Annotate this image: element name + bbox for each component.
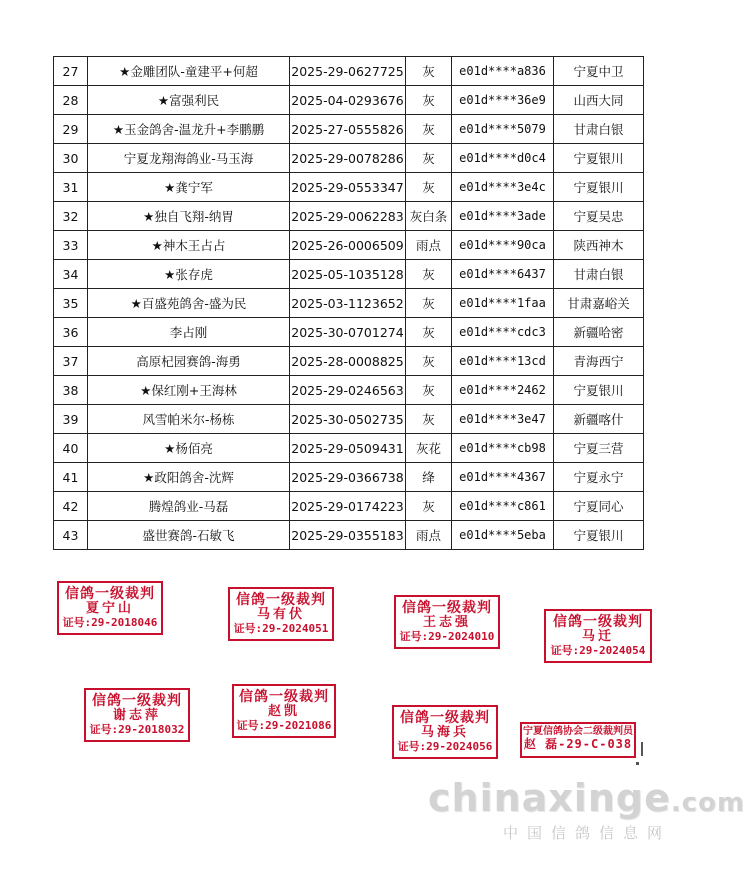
row-number-cell: 35 — [54, 289, 88, 318]
pen-mark — [641, 742, 643, 756]
feather-color-cell: 绛 — [406, 463, 452, 492]
referee-stamp-7 — [392, 705, 498, 759]
referee-stamp-2 — [228, 587, 334, 641]
stamp-name: 王志强 — [422, 615, 471, 631]
chip-id-cell: e01d****4367 — [452, 463, 554, 492]
chip-id-cell: e01d****13cd — [452, 347, 554, 376]
ring-number-cell: 2025-28-0008825 — [290, 347, 406, 376]
chip-id-cell: e01d****c861 — [452, 492, 554, 521]
feather-color-cell: 灰 — [406, 376, 452, 405]
table-row — [54, 492, 644, 521]
table-row — [54, 376, 644, 405]
loft-name-cell: ★富强利民 — [88, 86, 290, 115]
feather-color-cell: 灰 — [406, 57, 452, 86]
chip-id-cell: e01d****cb98 — [452, 434, 554, 463]
row-number-cell: 36 — [54, 318, 88, 347]
chip-id-cell: e01d****6437 — [452, 260, 554, 289]
loft-name-cell: ★张存虎 — [88, 260, 290, 289]
row-number-cell: 33 — [54, 231, 88, 260]
feather-color-cell: 灰 — [406, 492, 452, 521]
stamp-title: 信鸽一级裁判 — [92, 693, 182, 709]
stamp-cert: 证号:29-2024056 — [397, 740, 493, 754]
feather-color-cell: 灰 — [406, 318, 452, 347]
ring-number-cell: 2025-29-0366738 — [290, 463, 406, 492]
loft-name-cell: ★政阳鸽舍-沈辉 — [88, 463, 290, 492]
table-row — [54, 405, 644, 434]
ring-number-cell: 2025-29-0078286 — [290, 144, 406, 173]
loft-name-cell: ★神木王占占 — [88, 231, 290, 260]
ring-number-cell: 2025-05-1035128 — [290, 260, 406, 289]
table-row — [54, 463, 644, 492]
chip-id-cell: e01d****3ade — [452, 202, 554, 231]
site-watermark-subtitle: 中国信鸽信息网 — [503, 824, 672, 842]
referee-stamp-8 — [520, 722, 636, 758]
referee-stamp-1 — [57, 581, 163, 635]
chip-id-cell: e01d****d0c4 — [452, 144, 554, 173]
table-row — [54, 173, 644, 202]
feather-color-cell: 灰 — [406, 405, 452, 434]
chip-id-cell: e01d****3e4c — [452, 173, 554, 202]
stamp-name: 马有伏 — [256, 607, 305, 623]
loft-name-cell: 风雪帕米尔-杨栋 — [88, 405, 290, 434]
table-row — [54, 434, 644, 463]
region-cell: 甘肃白银 — [554, 260, 644, 289]
stamp-cert: 证号:29-2024054 — [550, 644, 646, 658]
table-row — [54, 318, 644, 347]
feather-color-cell: 灰 — [406, 173, 452, 202]
region-cell: 甘肃嘉峪关 — [554, 289, 644, 318]
stamp-title: 信鸽一级裁判 — [402, 600, 492, 616]
region-cell: 新疆哈密 — [554, 318, 644, 347]
region-cell: 甘肃白银 — [554, 115, 644, 144]
row-number-cell: 31 — [54, 173, 88, 202]
loft-name-cell: 宁夏龙翔海鸽业-马玉海 — [88, 144, 290, 173]
table-row — [54, 260, 644, 289]
chip-id-cell: e01d****3e47 — [452, 405, 554, 434]
stamp-title: 宁夏信鸽协会二级裁判员 — [523, 726, 633, 737]
region-cell: 宁夏银川 — [554, 144, 644, 173]
table-row — [54, 115, 644, 144]
table-row — [54, 144, 644, 173]
referee-stamp-3 — [394, 595, 500, 649]
stamp-cert: 赵 磊-29-C-038 — [523, 736, 633, 751]
region-cell: 山西大同 — [554, 86, 644, 115]
feather-color-cell: 灰 — [406, 347, 452, 376]
ring-number-cell: 2025-29-0509431 — [290, 434, 406, 463]
region-cell: 宁夏银川 — [554, 376, 644, 405]
stamp-title: 信鸽一级裁判 — [553, 614, 643, 630]
chip-id-cell: e01d****90ca — [452, 231, 554, 260]
loft-name-cell: 腾煌鸽业-马磊 — [88, 492, 290, 521]
region-cell: 宁夏永宁 — [554, 463, 644, 492]
row-number-cell: 34 — [54, 260, 88, 289]
row-number-cell: 40 — [54, 434, 88, 463]
chip-id-cell: e01d****1faa — [452, 289, 554, 318]
feather-color-cell: 灰白条 — [406, 202, 452, 231]
region-cell: 宁夏银川 — [554, 173, 644, 202]
results-table — [53, 56, 644, 550]
chip-id-cell: e01d****36e9 — [452, 86, 554, 115]
referee-stamp-4 — [544, 609, 652, 663]
ring-number-cell: 2025-29-0062283 — [290, 202, 406, 231]
watermark-text: chinaxinge — [428, 776, 671, 820]
region-cell: 青海西宁 — [554, 347, 644, 376]
row-number-cell: 32 — [54, 202, 88, 231]
ring-number-cell: 2025-26-0006509 — [290, 231, 406, 260]
stamp-cert: 证号:29-2018032 — [89, 723, 185, 737]
table-row — [54, 289, 644, 318]
row-number-cell: 42 — [54, 492, 88, 521]
stamp-name: 谢志萍 — [112, 708, 161, 724]
loft-name-cell: 盛世赛鸽-石敏飞 — [88, 521, 290, 550]
referee-stamp-6 — [232, 684, 336, 738]
stamp-title: 信鸽一级裁判 — [400, 710, 490, 726]
feather-color-cell: 灰 — [406, 115, 452, 144]
ring-number-cell: 2025-29-0627725 — [290, 57, 406, 86]
ring-number-cell: 2025-29-0174223 — [290, 492, 406, 521]
loft-name-cell: ★独自飞翔-纳胃 — [88, 202, 290, 231]
region-cell: 宁夏三营 — [554, 434, 644, 463]
watermark-tld: com — [681, 788, 745, 818]
stamp-name: 马迁 — [581, 629, 614, 645]
loft-name-cell: ★保红刚+王海林 — [88, 376, 290, 405]
loft-name-cell: ★玉金鸽舍-温龙升+李鹏鹏 — [88, 115, 290, 144]
stamp-cert: 证号:29-2021086 — [236, 719, 332, 733]
table-row — [54, 57, 644, 86]
ring-number-cell: 2025-30-0701274 — [290, 318, 406, 347]
feather-color-cell: 灰 — [406, 144, 452, 173]
stamp-cert: 证号:29-2018046 — [62, 616, 158, 630]
stamp-cert: 证号:29-2024010 — [399, 630, 495, 644]
table-row — [54, 231, 644, 260]
region-cell: 宁夏银川 — [554, 521, 644, 550]
stamp-name: 赵凯 — [267, 704, 300, 720]
ring-number-cell: 2025-29-0246563 — [290, 376, 406, 405]
row-number-cell: 28 — [54, 86, 88, 115]
loft-name-cell: ★百盛苑鸽舍-盛为民 — [88, 289, 290, 318]
table-row — [54, 202, 644, 231]
loft-name-cell: ★金雕团队-童建平+何超 — [88, 57, 290, 86]
region-cell: 宁夏同心 — [554, 492, 644, 521]
feather-color-cell: 雨点 — [406, 521, 452, 550]
table-row — [54, 86, 644, 115]
chip-id-cell: e01d****5079 — [452, 115, 554, 144]
ring-number-cell: 2025-03-1123652 — [290, 289, 406, 318]
site-watermark — [428, 776, 745, 820]
chip-id-cell: e01d****a836 — [452, 57, 554, 86]
region-cell: 宁夏中卫 — [554, 57, 644, 86]
stamp-title: 信鸽一级裁判 — [236, 592, 326, 608]
ring-number-cell: 2025-30-0502735 — [290, 405, 406, 434]
row-number-cell: 41 — [54, 463, 88, 492]
chip-id-cell: e01d****2462 — [452, 376, 554, 405]
stamp-title: 信鸽一级裁判 — [239, 689, 329, 705]
pen-mark — [636, 762, 639, 765]
row-number-cell: 37 — [54, 347, 88, 376]
ring-number-cell: 2025-29-0553347 — [290, 173, 406, 202]
ring-number-cell: 2025-27-0555826 — [290, 115, 406, 144]
loft-name-cell: 高原杞园赛鸽-海勇 — [88, 347, 290, 376]
feather-color-cell: 灰 — [406, 289, 452, 318]
stamp-cert: 证号:29-2024051 — [233, 622, 329, 636]
row-number-cell: 29 — [54, 115, 88, 144]
table-row — [54, 521, 644, 550]
row-number-cell: 43 — [54, 521, 88, 550]
feather-color-cell: 灰 — [406, 86, 452, 115]
stamp-name: 夏宁山 — [85, 601, 134, 617]
stamp-name: 马海兵 — [420, 725, 469, 741]
row-number-cell: 38 — [54, 376, 88, 405]
row-number-cell: 39 — [54, 405, 88, 434]
results-table-body — [54, 57, 644, 550]
row-number-cell: 27 — [54, 57, 88, 86]
ring-number-cell: 2025-04-0293676 — [290, 86, 406, 115]
stamp-title: 信鸽一级裁判 — [65, 586, 155, 602]
chip-id-cell: e01d****5eba — [452, 521, 554, 550]
region-cell: 新疆喀什 — [554, 405, 644, 434]
region-cell: 陕西神木 — [554, 231, 644, 260]
table-row — [54, 347, 644, 376]
feather-color-cell: 灰花 — [406, 434, 452, 463]
referee-stamp-5 — [84, 688, 190, 742]
region-cell: 宁夏吴忠 — [554, 202, 644, 231]
loft-name-cell: 李占刚 — [88, 318, 290, 347]
chip-id-cell: e01d****cdc3 — [452, 318, 554, 347]
loft-name-cell: ★杨佰亮 — [88, 434, 290, 463]
feather-color-cell: 雨点 — [406, 231, 452, 260]
watermark-dot: . — [670, 788, 682, 818]
loft-name-cell: ★龚宁军 — [88, 173, 290, 202]
feather-color-cell: 灰 — [406, 260, 452, 289]
ring-number-cell: 2025-29-0355183 — [290, 521, 406, 550]
row-number-cell: 30 — [54, 144, 88, 173]
